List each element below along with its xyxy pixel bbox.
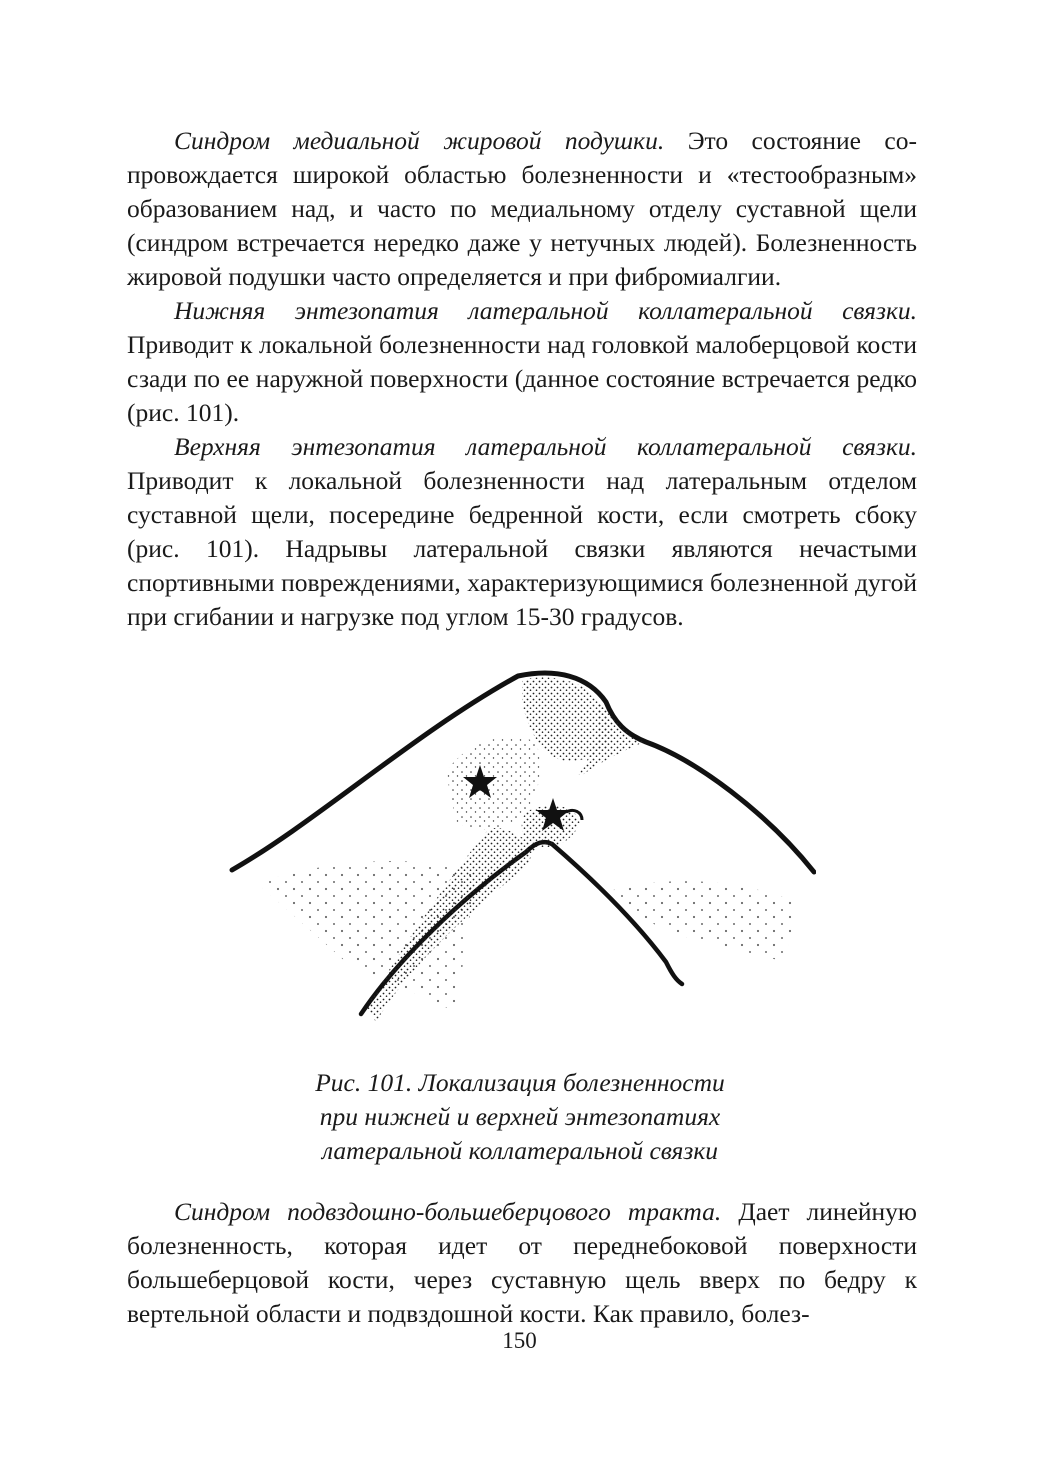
text-block-top <box>127 124 917 634</box>
paragraph-body: Дает линейную болезненность, которая идет от переднебоковой поверхности большеберцовой кости, через суставную щель вверх по бедру к вертельной области и подвздошной кости. Как правило, болез- <box>127 1197 917 1328</box>
paragraph-body: Приводит к локальной болезненности над латеральным отделом суставной щели, посередине бедренной кости, если смотреть сбоку (рис. 101). Надрывы латеральной связки являются нечастыми спортивными повреждениями, характеризующимися болезненной дугой при сгибании и нагрузке под углом 15-30 градусов. <box>127 466 917 631</box>
caption-line: латеральной коллатеральной связки <box>321 1136 719 1165</box>
paragraph-lead: Синдром подвздошно-большеберцового тракта. <box>174 1197 722 1226</box>
knee-illustration <box>226 662 816 1042</box>
paragraph-lead: Синдром медиальной жировой подушки. <box>174 126 665 155</box>
paragraph-lower-enthesopathy <box>127 294 917 430</box>
paragraph-body: Приводит к локальной болезненности над головкой малоберцовой кости сзади по ее наружной поверхности (данное состояние встречается редко (рис. 101). <box>127 330 917 427</box>
caption-line: Рис. 101. Локализация болезненности <box>315 1068 725 1097</box>
paragraph-lead: Нижняя энтезопатия латеральной коллатеральной связки. <box>174 296 917 325</box>
paragraph-upper-enthesopathy <box>127 430 917 634</box>
page-number: 150 <box>502 1328 537 1353</box>
caption-line: при нижней и верхней энтезопатиях <box>319 1102 721 1131</box>
paragraph-iliotibial-tract <box>127 1195 917 1331</box>
figure-caption <box>200 1066 840 1168</box>
paragraph-body: Это состояние сопровождается широкой областью болезненности и «тестообразным» образованием над, и часто по медиальному отделу суставной щели (синдром встречается нередко даже у нетучных людей). Болезненность жировой подушки часто определяется и при фибромиалгии. <box>127 126 917 291</box>
paragraph-medial-fat-pad <box>127 124 917 294</box>
text-block-bottom <box>127 1195 917 1331</box>
paragraph-lead: Верхняя энтезопатия латеральной коллатеральной связки. <box>174 432 917 461</box>
